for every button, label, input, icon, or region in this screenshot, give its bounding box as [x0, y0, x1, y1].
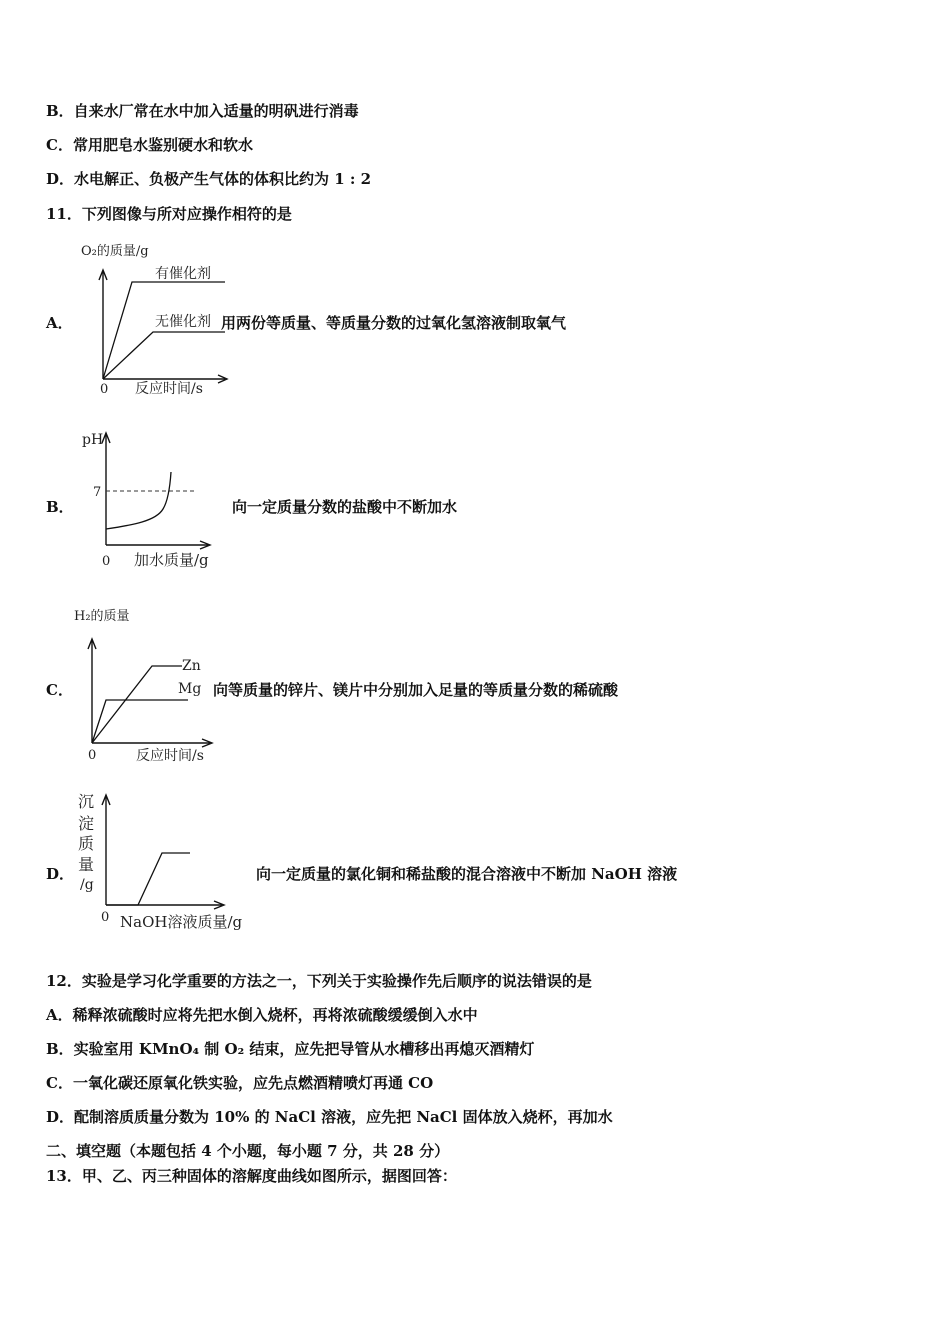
option-b-letter: B．	[46, 498, 74, 516]
graph-c-curve-mg	[92, 700, 188, 743]
graph-c-curve-zn	[92, 666, 182, 743]
section-2-heading: 二、填空题（本题包括 4 个小题，每小题 7 分，共 28 分）	[46, 1142, 450, 1160]
option-c-text: 向等质量的锌片、镁片中分别加入足量的等质量分数的稀硫酸	[213, 681, 619, 699]
graph-d-ylabel-1: 沉	[78, 792, 95, 811]
graph-c-label-zn: Zn	[182, 658, 201, 674]
graph-d-ylabel-4: 量	[78, 855, 95, 874]
graph-d-ylabel-5: /g	[80, 877, 94, 893]
option-b-q12: B．实验室用 KMnO₄ 制 O₂ 结束，应先把导管从水槽移出再熄灭酒精灯	[46, 1040, 535, 1058]
graph-d-origin: 0	[101, 910, 110, 925]
option-b-text: 向一定质量分数的盐酸中不断加水	[232, 498, 458, 516]
graph-a-curve-no-catalyst	[103, 332, 225, 379]
option-c-letter: C．	[46, 681, 73, 699]
graph-b-xlabel: 加水质量/g	[134, 551, 209, 569]
option-a-text: 用两份等质量、等质量分数的过氧化氢溶液制取氧气	[221, 314, 567, 332]
option-d-text: 向一定质量的氯化铜和稀盐酸的混合溶液中不断加 NaOH 溶液	[256, 865, 678, 883]
graph-b-origin: 0	[102, 554, 111, 569]
option-d-q12: D．配制溶质质量分数为 10% 的 NaCl 溶液，应先把 NaCl 固体放入烧杯，再加水	[46, 1108, 613, 1126]
graph-b-mark-7: 7	[93, 485, 102, 500]
graph-c-label-mg: Mg	[178, 681, 202, 697]
option-d-q10: D．水电解正、负极产生气体的体积比约为 1 : 2	[46, 170, 372, 188]
graph-d-ylabel-3: 质	[78, 834, 95, 853]
option-a-letter: A．	[46, 314, 73, 332]
option-c-q12: C．一氧化碳还原氧化铁实验，应先点燃酒精喷灯再通 CO	[46, 1074, 434, 1092]
question-11: 11．下列图像与所对应操作相符的是	[46, 205, 292, 223]
graph-a-curve-catalyst	[103, 282, 225, 379]
graph-c-ylabel: H₂的质量	[74, 609, 130, 624]
graph-c-origin: 0	[88, 748, 97, 763]
graph-d-curve	[106, 853, 190, 905]
option-b-q10: B．自来水厂常在水中加入适量的明矾进行消毒	[46, 102, 359, 120]
graph-a-ylabel: O₂的质量/g	[81, 244, 149, 259]
graph-d-ylabel-2: 淀	[78, 814, 95, 833]
graph-a-origin: 0	[100, 382, 109, 397]
graph-b-ylabel: pH	[82, 432, 104, 448]
graph-a-label-catalyst: 有催化剂	[155, 266, 211, 282]
graph-c-xlabel: 反应时间/s	[136, 748, 204, 764]
option-c-q10: C．常用肥皂水鉴别硬水和软水	[46, 136, 253, 154]
option-d-letter: D．	[46, 865, 75, 883]
graph-a-label-no-catalyst: 无催化剂	[155, 314, 211, 330]
question-13: 13．甲、乙、丙三种固体的溶解度曲线如图所示，据图回答：	[46, 1167, 457, 1185]
option-a-q12: A．稀释浓硫酸时应将先把水倒入烧杯，再将浓硫酸缓缓倒入水中	[46, 1006, 478, 1024]
graph-a	[75, 240, 245, 400]
question-12: 12．实验是学习化学重要的方法之一，下列关于实验操作先后顺序的说法错误的是	[46, 972, 592, 990]
graph-b	[78, 425, 238, 575]
graph-a-xlabel: 反应时间/s	[135, 381, 203, 397]
graph-d-xlabel: NaOH溶液质量/g	[120, 913, 243, 931]
graph-b-curve	[106, 472, 171, 529]
graph-d	[72, 785, 262, 945]
